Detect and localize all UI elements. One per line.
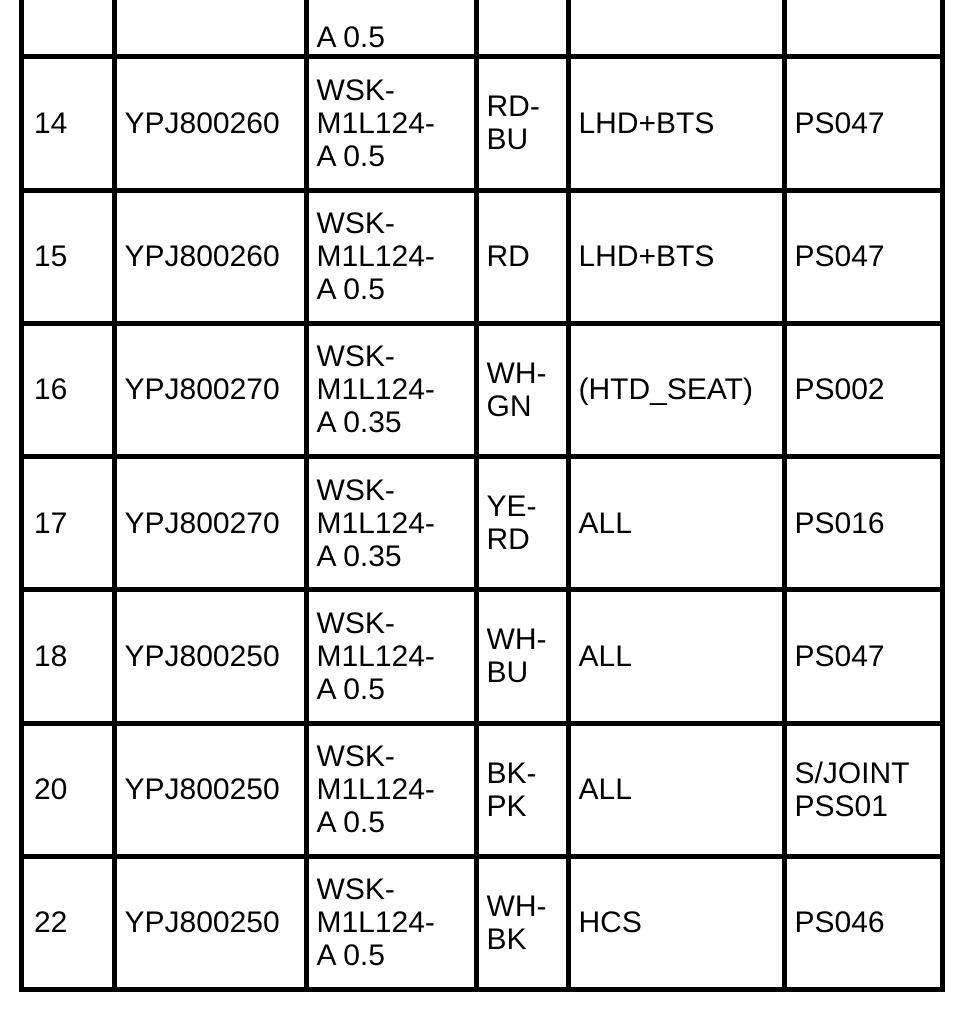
wire-spec-line: A 0.5 [316,21,385,55]
destination-line: PS047 [794,240,885,274]
item-number-cell [24,590,114,723]
wire-spec-line: M1L124- [316,906,435,940]
table-row [24,723,940,856]
part-number-text: YPJ800250 [124,906,280,940]
wire-color-line: RD [486,523,530,557]
destination-cell [784,190,940,323]
part-number-cell [114,856,306,987]
wire-spec-cell [306,723,476,856]
item-number-cell [24,57,114,190]
wire-spec-line: M1L124- [316,373,435,407]
part-number-text: YPJ800270 [124,373,280,407]
wire-color-line: WH- [486,623,547,657]
table-row [24,457,940,590]
part-number-cell [114,723,306,856]
table-row [24,0,940,57]
item-number-cell [24,723,114,856]
wire-color-line: GN [486,389,532,423]
part-number-text: YPJ800260 [124,240,280,274]
destination-line: PS047 [794,639,885,673]
wire-spec-cell [306,457,476,590]
part-number-cell [114,457,306,590]
wiring-table-body [24,0,940,987]
destination-cell [784,856,940,987]
wire-color-cell [476,0,568,57]
destination-cell [784,323,940,456]
part-number-text: YPJ800260 [124,106,280,140]
wire-color-line: RD- [486,90,540,124]
destination-line: PSS01 [794,789,888,823]
table-row [24,590,940,723]
option-text: LHD+BTS [578,106,715,140]
table-row [24,323,940,456]
item-number-cell [24,856,114,987]
item-number-text: 20 [34,773,68,807]
wire-spec-line: M1L124- [316,506,435,540]
wire-spec-cell [306,190,476,323]
wire-spec-line: WSK- [316,473,395,507]
item-number-text: 17 [34,506,68,540]
item-number-text: 22 [34,906,68,940]
option-text: LHD+BTS [578,240,715,274]
wire-spec-line: WSK- [316,340,395,374]
wire-spec-line: A 0.35 [316,539,402,573]
item-number-cell [24,457,114,590]
option-cell [568,323,784,456]
part-number-cell [114,0,306,57]
wire-spec-line: WSK- [316,740,395,774]
table-row [24,190,940,323]
wire-color-cell [476,457,568,590]
part-number-cell [114,323,306,456]
option-text: ALL [578,773,632,807]
option-cell [568,457,784,590]
destination-cell [784,723,940,856]
item-number-text: 14 [34,106,68,140]
part-number-cell [114,590,306,723]
wire-color-line: BU [486,656,529,690]
wire-color-cell [476,323,568,456]
destination-cell [784,57,940,190]
wire-spec-line: M1L124- [316,106,435,140]
wire-color-line: BK [486,922,527,956]
part-number-cell [114,57,306,190]
option-text: (HTD_SEAT) [578,373,753,407]
wire-spec-cell [306,0,476,57]
option-text: ALL [578,506,632,540]
wire-spec-cell [306,323,476,456]
item-number-text: 18 [34,639,68,673]
destination-line: PS002 [794,373,885,407]
wire-spec-cell [306,590,476,723]
option-cell [568,57,784,190]
wire-spec-line: WSK- [316,73,395,107]
wire-spec-line: M1L124- [316,773,435,807]
wire-spec-cell [306,856,476,987]
destination-cell [784,590,940,723]
item-number-text: 15 [34,240,68,274]
part-number-cell [114,190,306,323]
wire-color-cell [476,190,568,323]
option-cell [568,590,784,723]
wire-color-line: BU [486,123,529,157]
wire-color-line: YE- [486,490,537,524]
option-cell [568,0,784,57]
part-number-text: YPJ800270 [124,506,280,540]
wire-spec-cell [306,57,476,190]
table-row [24,856,940,987]
destination-cell [784,457,940,590]
wire-color-line: PK [486,789,527,823]
destination-line: S/JOINT [794,756,910,790]
option-cell [568,856,784,987]
wire-color-cell [476,590,568,723]
destination-line: PS046 [794,906,885,940]
wire-spec-line: A 0.35 [316,406,402,440]
wire-spec-line: A 0.5 [316,273,385,307]
wiring-table-sheet [19,0,945,992]
item-number-cell [24,323,114,456]
item-number-cell [24,0,114,57]
table-row [24,57,940,190]
wire-color-line: WH- [486,889,547,923]
wire-spec-line: WSK- [316,606,395,640]
wire-color-line: BK- [486,756,537,790]
wire-color-cell [476,856,568,987]
wiring-table [24,0,940,987]
part-number-text: YPJ800250 [124,639,280,673]
wire-spec-line: A 0.5 [316,806,385,840]
part-number-text: YPJ800250 [124,773,280,807]
wire-spec-line: A 0.5 [316,672,385,706]
wire-color-cell [476,723,568,856]
wire-spec-line: M1L124- [316,639,435,673]
option-text: ALL [578,639,632,673]
wire-spec-line: WSK- [316,873,395,907]
wire-spec-line: WSK- [316,207,395,241]
destination-cell [784,0,940,57]
wire-color-line: WH- [486,356,547,390]
wire-color-cell [476,57,568,190]
wire-color-line: RD [486,240,530,274]
option-cell [568,723,784,856]
wire-spec-line: A 0.5 [316,939,385,973]
destination-line: PS016 [794,506,885,540]
option-cell [568,190,784,323]
item-number-cell [24,190,114,323]
destination-line: PS047 [794,106,885,140]
item-number-text: 16 [34,373,68,407]
wire-spec-line: A 0.5 [316,139,385,173]
option-text: HCS [578,906,642,940]
wire-spec-line: M1L124- [316,240,435,274]
